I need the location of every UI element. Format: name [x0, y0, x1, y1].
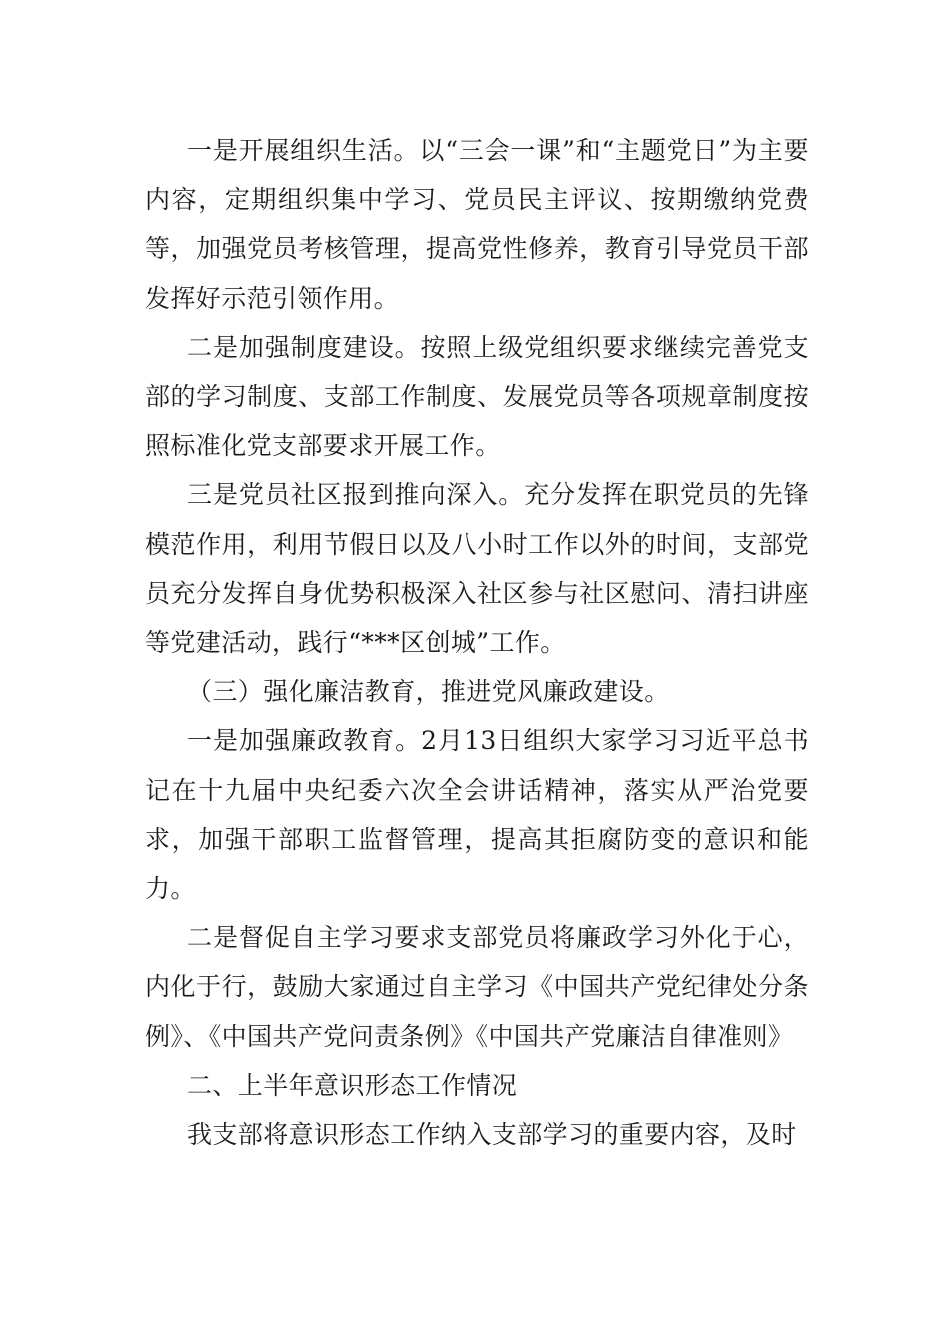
paragraph-integrity-education: 一是加强廉政教育。2月13日组织大家学习习近平总书记在十九届中央纪委六次全会讲话精神，落实从严治党要求，加强干部职工监督管理，提高其拒腐防变的意识和能力。: [145, 726, 809, 904]
paragraph-ideology-work: 我支部将意识形态工作纳入支部学习的重要内容，及时: [187, 1120, 797, 1150]
paragraph-community-report: 三是党员社区报到推向深入。充分发挥在职党员的先锋模范作用，利用节假日以及八小时工作以外的时间，支部党员充分发挥自身优势积极深入社区参与社区慰问、清扫讲座等党建活动，践行“***区创城”工作。: [145, 480, 809, 658]
section-heading-ideology: 二、上半年意识形态工作情况: [187, 1070, 518, 1100]
paragraph-system-building: 二是加强制度建设。按照上级党组织要求继续完善党支部的学习制度、支部工作制度、发展党员等各项规章制度按照标准化党支部要求开展工作。: [145, 332, 809, 461]
paragraph-self-study: 二是督促自主学习要求支部党员将廉政学习外化于心，内化于行，鼓励大家通过自主学习《中国共产党纪律处分条例》、《中国共产党问责条例》《中国共产党廉洁自律准则》: [145, 923, 809, 1051]
paragraph-org-life: 一是开展组织生活。以“三会一课”和“主题党日”为主要内容，定期组织集中学习、党员民主评议、按期缴纳党费等，加强党员考核管理，提高党性修养，教育引导党员干部发挥好示范引领作用。: [145, 136, 809, 313]
section-heading-integrity: （三）强化廉洁教育，推进党风廉政建设。: [187, 677, 670, 707]
document-body: [145, 126, 809, 1159]
